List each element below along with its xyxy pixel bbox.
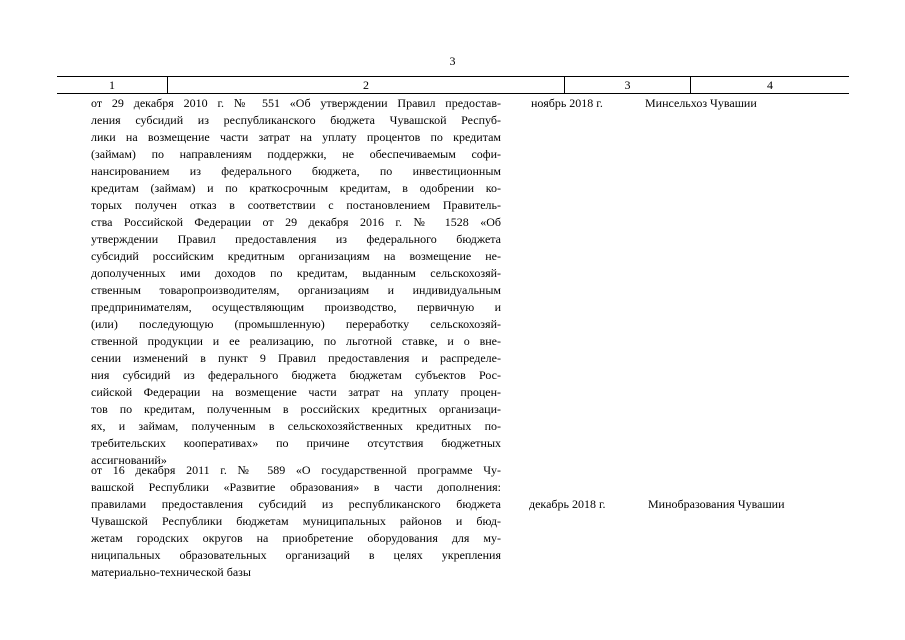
text-line: кредитам (займам) и по краткосрочным кредитам, в одобрении ко-: [91, 181, 501, 195]
text-line: сении изменений в пункт 9 Правил предоставления и распределе-: [91, 351, 501, 365]
page-number: 3: [449, 54, 456, 68]
text-line: ях, и займам, полученным в сельскохозяйственных кредитных по-: [91, 419, 501, 433]
text-line: нансированием из федерального бюджета, по инвестиционным: [91, 164, 501, 178]
text-line: требительских кооперативах» по причине отсутствия бюджетных: [91, 436, 501, 450]
text-line: дополученных ими доходов по кредитам, выданным сельскохозяй-: [91, 266, 501, 280]
text-line: Чувашской Республики бюджетам муниципальных районов и бюд-: [91, 514, 501, 528]
text-line: материально-технической базы: [91, 565, 251, 579]
text-line: (или) последующую (промышленную) переработку сельскохозяй-: [91, 317, 501, 331]
text-line: торых получен отказ в соответствии с постановлением Правитель-: [91, 198, 501, 212]
text-line: вашской Республики «Развитие образования» в части дополнения:: [91, 480, 501, 494]
table-row-1-deadline: ноябрь 2018 г.: [531, 96, 603, 110]
text-line: ния субсидий из федерального бюджета бюджетам субъектов Рос-: [91, 368, 501, 382]
table-row-2-responsible: Минобразования Чувашии: [648, 497, 785, 511]
table-header-row: [57, 76, 849, 94]
text-line: ления субсидий из республиканского бюджета Чувашской Респуб-: [91, 113, 501, 127]
text-line: от 29 декабря 2010 г. № 551 «Об утверждении Правил предостав-: [91, 96, 501, 110]
text-line: ственной продукции и ее реализацию, по льготной ставке, и о вне-: [91, 334, 501, 348]
table-row-1-description: [91, 95, 501, 469]
text-line: лики на возмещение части затрат на уплату процентов по кредитам: [91, 130, 501, 144]
text-line: сийской Федерации на возмещение части затрат на уплату процен-: [91, 385, 501, 399]
table-header-col-1: 1: [109, 78, 115, 92]
text-line: субсидий российским кредитным организациям на возмещение не-: [91, 249, 501, 263]
table-header-col-3: 3: [624, 78, 631, 92]
text-line: утверждении Правил предоставления из федерального бюджета: [91, 232, 501, 246]
text-line: ассигнований»: [91, 453, 167, 467]
text-line: ственным товаропроизводителям, организациям и индивидуальным: [91, 283, 501, 297]
text-line: ниципальных образовательных организаций в целях укрепления: [91, 548, 501, 562]
text-line: жетам городских округов на приобретение оборудования для му-: [91, 531, 501, 545]
text-line: тов по кредитам, полученным в российских кредитных организаци-: [91, 402, 501, 416]
table-row-1-responsible: Минсельхоз Чувашии: [645, 96, 757, 110]
text-line: от 16 декабря 2011 г. № 589 «О государственной программе Чу-: [91, 463, 501, 477]
text-line: правилами предоставления субсидий из республиканского бюджета: [91, 497, 501, 511]
table-row-2-description: [91, 462, 501, 581]
text-line: предпринимателям, осуществляющим производство, первичную и: [91, 300, 501, 314]
table-header-col-2: 2: [363, 78, 369, 92]
table-header-col-4: 4: [767, 78, 773, 92]
table-row-2-deadline: декабрь 2018 г.: [529, 497, 606, 511]
text-line: (займам) по направлениям поддержки, не обеспечиваемым софи-: [91, 147, 501, 161]
text-line: ства Российской Федерации от 29 декабря 2016 г. № 1528 «Об: [91, 215, 501, 229]
